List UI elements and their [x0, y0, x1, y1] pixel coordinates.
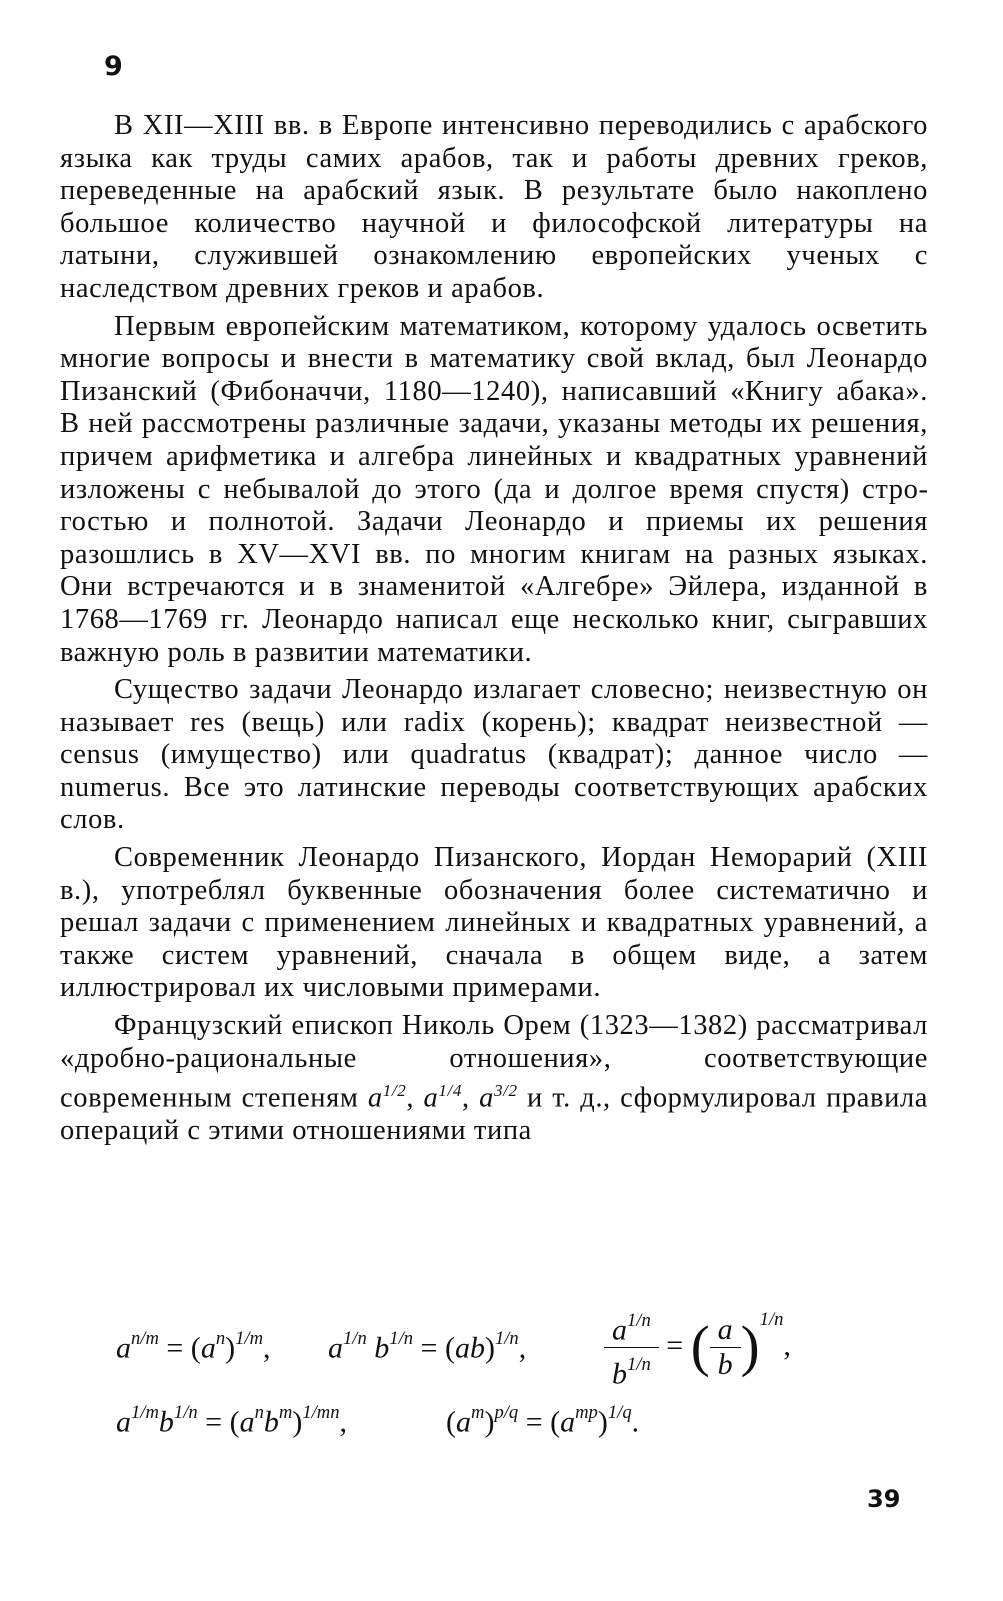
power-exponent: 1/2	[382, 1081, 407, 1101]
formula-operator: = (	[518, 1405, 561, 1439]
inner-fraction	[710, 1313, 741, 1382]
formula-product-root	[328, 1328, 526, 1365]
formula-symbol: a	[560, 1405, 576, 1439]
formula-exponent: n	[254, 1402, 264, 1423]
formula-punct: ,	[518, 1331, 527, 1365]
formula-paren: (	[446, 1405, 456, 1439]
fraction-numerator	[604, 1304, 659, 1348]
formula-symbol: a	[116, 1405, 131, 1439]
formula-root-power	[116, 1328, 271, 1365]
section-number: 9	[104, 51, 123, 82]
formula-exponent: 1/n	[343, 1328, 367, 1349]
formula-exponent: 1/m	[131, 1402, 159, 1423]
formula-symbol: b	[263, 1405, 279, 1439]
formula-exponent: 1/n	[759, 1309, 784, 1331]
formula-symbol: ab	[454, 1331, 485, 1365]
formula-operator: = (	[413, 1331, 455, 1365]
power-a-base: a	[479, 1082, 494, 1114]
formula-punct: .	[631, 1405, 640, 1439]
formula-exponent: 1/n	[173, 1402, 198, 1423]
formula-paren: )	[740, 1315, 760, 1379]
formula-punct: ,	[783, 1328, 791, 1362]
separator: ,	[461, 1082, 480, 1114]
formula-exponent: m	[278, 1402, 293, 1423]
fraction-numerator	[710, 1313, 741, 1348]
formula-exponent: 1/q	[607, 1402, 632, 1423]
formula-exponent: 1/n	[627, 1310, 651, 1331]
formula-paren: )	[597, 1405, 608, 1439]
formula-exponent: 1/n	[389, 1328, 414, 1349]
paragraph-fibonacci: Первым европейским математиком, которому удалось осветить многие вопросы и внести в математику свой вклад, был Леонардо Пизанский (Фибоначчи, 1180—1240), написавший «Книгу абака». В ней рассмотрены различные задачи, указаны методы их решения, причем арифметика и алгебра линейных и квадратных уравнений изложены с небывалой до этого (да и долгое время спустя) строгостью и полнотой. Задачи Леонардо и приемы их решения разошлись в XV—XVI вв. по многим книгам на разных языках. Они встречаются и в знаменитой «Алгебре» Эйлера, изданной в 1768—1769 гг. Леонардо написал еще несколько книг, сыгравших важную роль в развитии математики.	[60, 310, 928, 668]
paragraph-translations: В XII—XIII вв. в Европе интенсивно переводились с арабского языка как труды самих арабов, так и работы древних греков, переведенные на арабский язык. В результате было накоплено большое количество научной и философской литературы на латыни, служившей ознакомлению европейских ученых с наследством древних греков и арабов.	[60, 110, 928, 304]
power-a-base: a	[367, 1082, 383, 1114]
formula-symbol: a	[116, 1331, 131, 1365]
formula-symbol: a	[200, 1331, 216, 1365]
formula-exponent: 1/m	[235, 1328, 263, 1349]
formula-symbol: a	[612, 1313, 627, 1347]
formula-punct: ,	[263, 1331, 271, 1365]
fraction-denominator	[604, 1348, 659, 1391]
page-number: 39	[867, 1485, 901, 1513]
formula-paren: (	[690, 1315, 710, 1379]
formula-paren: )	[484, 1405, 495, 1439]
body-text	[60, 110, 928, 1148]
paragraph-terminology: Существо задачи Леонардо излагает словесно; неизвестную он называет res (вещь) или radix (корень); квадрат неизвестной — census (имущество) или quadratus (квадрат); данное число — numerus. Все это латинские переводы соответствующих арабских слов.	[60, 674, 928, 836]
formula-quotient-root	[604, 1304, 791, 1392]
formula-punct: ,	[339, 1405, 347, 1439]
formula-operator: = (	[197, 1405, 240, 1439]
formula-exponent: n	[215, 1328, 226, 1349]
fraction	[604, 1304, 659, 1392]
formula-exponent: m	[471, 1402, 485, 1423]
formula-paren: )	[225, 1331, 236, 1365]
oresme-text-end: и т. д., сформулировал правила операций с этими отношениями типа	[60, 1082, 929, 1147]
fraction-denominator	[710, 1348, 741, 1382]
formula-symbol: b	[158, 1405, 174, 1439]
formula-symbol: a	[328, 1331, 343, 1365]
separator: ,	[406, 1082, 424, 1114]
power-a-base: a	[423, 1082, 439, 1114]
formula-symbol: b	[366, 1331, 390, 1365]
formula-paren: )	[292, 1405, 303, 1439]
formula-exponent: mp	[575, 1402, 598, 1423]
formula-operator: =	[658, 1328, 691, 1362]
formula-symbol: b	[612, 1357, 627, 1391]
paragraph-nemorarius: Современник Леонардо Пизанского, Иордан Неморарий (XIII в.), употреблял буквенные обозначения более систематично и решал задачи с применением линейных и квадратных уравнений, а также систем уравнений, сначала в общем виде, а затем иллюстрировал их числовыми примерами.	[60, 842, 928, 1004]
formula-mixed-root	[116, 1402, 347, 1439]
formula-operator: = (	[158, 1331, 201, 1365]
formula-power-of-power	[446, 1402, 639, 1439]
formula-symbol: a	[239, 1405, 255, 1439]
formula-exponent: 1/mn	[302, 1402, 340, 1423]
formula-exponent: p/q	[494, 1402, 519, 1423]
formula-exponent: n/m	[131, 1328, 159, 1349]
oresme-text-start: Французский епископ Николь Орем (1323—1382) рассматривал «дробно-рациональные отношения», соответствующие современным степеням	[60, 1010, 928, 1114]
power-exponent: 3/2	[493, 1081, 518, 1101]
formula-exponent: 1/n	[494, 1328, 519, 1349]
formula-symbol: b	[717, 1348, 733, 1382]
formula-paren: )	[484, 1331, 495, 1365]
power-exponent: 1/4	[438, 1081, 462, 1101]
formula-symbol: a	[717, 1313, 733, 1347]
formula-exponent: 1/n	[627, 1354, 651, 1376]
paragraph-oresme	[60, 1010, 928, 1148]
formula-symbol: a	[456, 1405, 471, 1439]
